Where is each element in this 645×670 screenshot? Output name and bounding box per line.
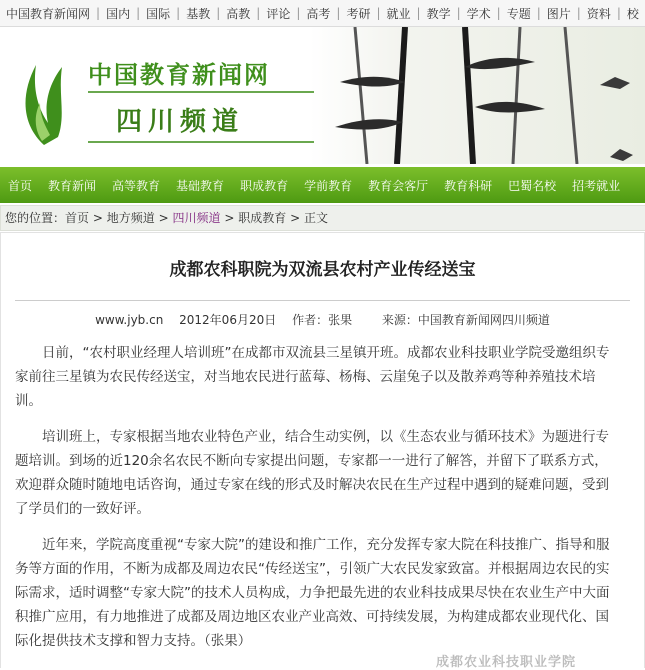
article-paragraph: 培训班上，专家根据当地农业特色产业，结合生动实例，以《生态农业与循环技术》为题进行专题培训。到场的近120余名农民不断向专家提出问题，专家都一一进行了解答，并留下了联系方式，欢迎群众随时随地电话咨询，通过专家在线的形式及时解决农民在生产过程中遇到的疑难问题，受到了学员们的一致好评。 (15, 429, 609, 517)
article-source: 来源：中国教育新闻网四川频道 (381, 313, 550, 327)
article-body (15, 341, 615, 665)
separator: | (536, 6, 541, 20)
main-nav-item[interactable]: 教育科研 (444, 178, 493, 193)
banner-rule (88, 141, 314, 143)
top-nav-item[interactable]: 基教 (186, 6, 211, 21)
main-nav (0, 167, 645, 203)
breadcrumb-item-current: 正文 (303, 211, 328, 225)
main-nav-item[interactable]: 学前教育 (304, 178, 353, 193)
article-meta (1, 311, 644, 328)
top-nav-item[interactable]: 考研 (346, 6, 371, 21)
article-site: www.jyb.cn (95, 313, 164, 327)
separator: | (416, 6, 421, 20)
top-nav-item[interactable]: 国内 (106, 6, 131, 21)
separator: | (296, 6, 301, 20)
separator: | (376, 6, 381, 20)
watermark: 成都农业科技职业学院 (436, 655, 577, 670)
breadcrumb (0, 205, 645, 231)
breadcrumb-item-home[interactable]: 首页 (65, 211, 90, 225)
separator: | (256, 6, 261, 20)
channel-banner (0, 27, 645, 164)
bamboo-decoration-icon (315, 27, 645, 164)
separator: | (456, 6, 461, 20)
breadcrumb-separator: > (290, 211, 301, 225)
top-nav-item[interactable]: 高教 (226, 6, 251, 21)
top-nav-item[interactable]: 校 (626, 6, 639, 21)
top-nav-item[interactable]: 资料 (586, 6, 611, 21)
top-nav-item[interactable]: 专题 (506, 6, 531, 21)
separator: | (576, 6, 581, 20)
main-nav-item[interactable]: 基础教育 (176, 178, 225, 193)
article-date: 2012年06月20日 (179, 313, 277, 327)
separator: | (136, 6, 141, 20)
breadcrumb-prefix: 您的位置： (5, 211, 66, 225)
top-nav-item[interactable]: 国际 (146, 6, 171, 21)
top-nav-item[interactable]: 评论 (266, 6, 291, 21)
article (0, 232, 645, 668)
article-paragraph: 近年来，学院高度重视“专家大院”的建设和推广工作，充分发挥专家大院在科技推广、指导和服务等方面的作用，不断为成都及周边农民“传经送宝”，引领广大农民发家致富。并根据周边农民的实际需求，适时调整“专家大院”的技术人员构成，力争把最先进的农业科技成果尽快在农业生产中大面积推广应用，有力地推进了成都及周边地区农业产业高效、可持续发展，为构建成都农业现代化、国际化提供技术支撑和智力支持。（张果） (15, 537, 610, 649)
article-title: 成都农科职院为双流县农村产业传经送宝 (169, 260, 476, 280)
breadcrumb-separator: > (158, 211, 169, 225)
flame-logo-icon (14, 45, 74, 155)
top-nav (0, 0, 645, 27)
breadcrumb-separator: > (224, 211, 235, 225)
breadcrumb-item-section[interactable]: 职成教育 (238, 211, 287, 225)
separator: | (176, 6, 181, 20)
top-nav-item[interactable]: 图片 (546, 6, 571, 21)
main-nav-item[interactable]: 教育会客厅 (368, 178, 429, 193)
article-author: 作者：张果 (292, 313, 353, 327)
main-nav-item[interactable]: 高等教育 (112, 178, 161, 193)
breadcrumb-separator: > (92, 211, 103, 225)
separator: | (496, 6, 501, 20)
top-nav-item[interactable]: 就业 (386, 6, 411, 21)
main-nav-item[interactable]: 招考就业 (572, 178, 621, 193)
article-paragraph: 日前，“农村职业经理人培训班”在成都市双流县三星镇开班。成都农业科技职业学院受邀组织专家前往三星镇为农民传经送宝，对当地农民进行蓝莓、杨梅、云崖兔子以及散养鸡等种养殖技术培训。 (15, 345, 610, 409)
main-nav-item[interactable]: 首页 (8, 178, 33, 193)
banner-rule (88, 91, 314, 93)
title-divider (15, 300, 630, 301)
separator: | (96, 6, 101, 20)
main-nav-item[interactable]: 职成教育 (240, 178, 289, 193)
separator: | (216, 6, 221, 20)
top-nav-item-site[interactable]: 中国教育新闻网 (6, 6, 91, 21)
breadcrumb-item-channel[interactable]: 四川频道 (172, 211, 221, 225)
top-nav-item[interactable]: 教学 (426, 6, 451, 21)
site-name: 中国教育新闻网 (88, 61, 270, 89)
separator: | (336, 6, 341, 20)
main-nav-item[interactable]: 巴蜀名校 (508, 178, 557, 193)
top-nav-item[interactable]: 高考 (306, 6, 331, 21)
main-nav-item[interactable]: 教育新闻 (48, 178, 97, 193)
top-nav-item[interactable]: 学术 (466, 6, 491, 21)
channel-name: 四川频道 (116, 107, 245, 137)
separator: | (616, 6, 621, 20)
breadcrumb-item-local[interactable]: 地方频道 (106, 211, 155, 225)
